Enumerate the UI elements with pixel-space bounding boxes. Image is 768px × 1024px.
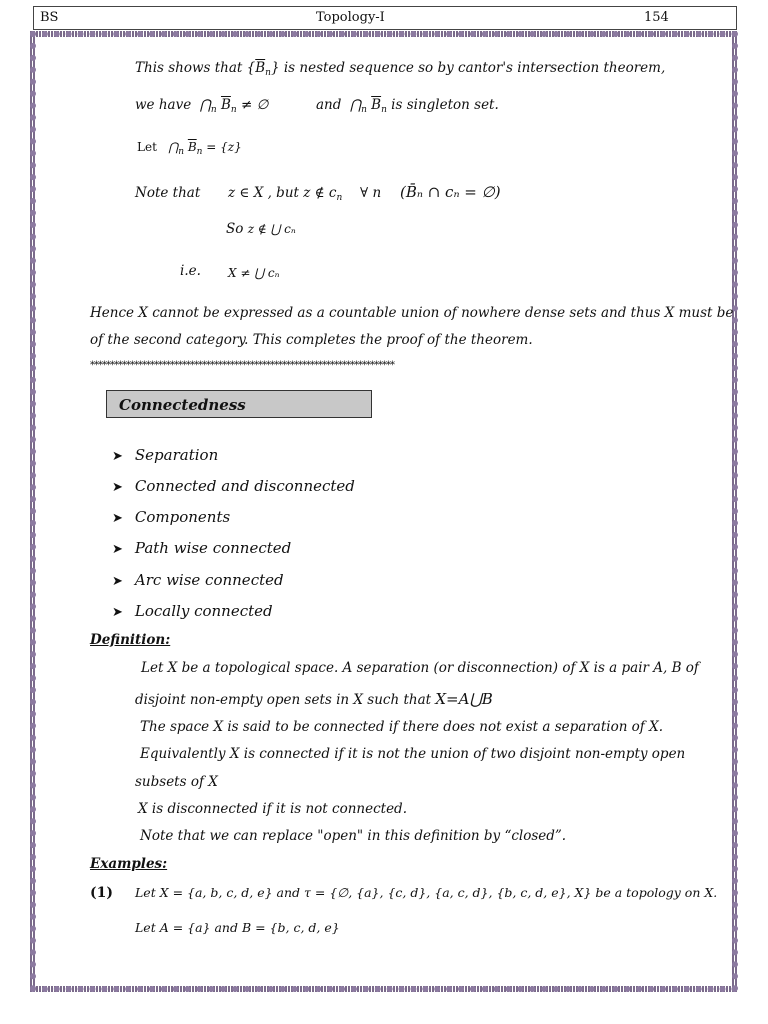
text: is singleton set. xyxy=(391,97,499,113)
example-1-line-2: Let A = {a} and B = {b, c, d, e} xyxy=(135,920,340,935)
formula: z ∈ X , but z ∉ c xyxy=(228,185,337,201)
formula: z ∉ ⋃ cₙ xyxy=(247,222,296,236)
conclusion-line-1: Hence X cannot be expressed as a countable union of nowhere dense sets and thus X must be xyxy=(90,305,734,321)
topic-label: Arc wise connected xyxy=(134,571,284,589)
proof-line-2 xyxy=(135,97,268,115)
proof-line-4 xyxy=(135,185,200,201)
proof-line-2b xyxy=(316,97,499,115)
definition-p6: X is disconnected if it is not connected. xyxy=(138,801,407,817)
topic-item xyxy=(112,539,291,557)
topic-item xyxy=(112,477,355,495)
proof-line-5 xyxy=(226,221,296,237)
union-formula: X ≠ ⋃ cₙ xyxy=(228,266,280,280)
intersection-formula: $⋂_n$ $\overline{B}_n$ xyxy=(195,97,237,115)
text: disjoint non-empty open sets in X such that xyxy=(135,692,432,708)
text: we have xyxy=(135,97,192,113)
separation-formula: X=A⋃B xyxy=(435,690,493,708)
arrow-bullet-icon: ➤ xyxy=(112,605,123,620)
page-header xyxy=(33,6,737,30)
text: So xyxy=(226,221,244,237)
page-number: 154 xyxy=(644,10,669,25)
proof-line-6 xyxy=(180,263,201,279)
topic-label: Connected and disconnected xyxy=(134,477,355,495)
separator-stars: **************************************************************************** xyxy=(90,360,394,371)
text: Let xyxy=(137,140,157,154)
text: is nested sequence so by cantor's intersection theorem, xyxy=(283,60,666,76)
header-title: Topology-I xyxy=(316,10,385,25)
topic-label: Path wise connected xyxy=(134,539,292,557)
intersection-formula-3: $⋂_n$ $\overline{B}_n$ xyxy=(160,140,203,157)
for-all: ∀ n xyxy=(360,185,382,201)
text: This shows that xyxy=(135,60,243,76)
arrow-bullet-icon: ➤ xyxy=(112,449,123,464)
definition-p5: subsets of X xyxy=(135,774,218,790)
definition-p4: Equivalently X is connected if it is not the union of two disjoint non-empty open xyxy=(140,746,686,762)
topic-label: Components xyxy=(134,508,231,526)
intersection-formula-2: $⋂_n$ $\overline{B}_n$ xyxy=(345,97,387,115)
arrow-bullet-icon: ➤ xyxy=(112,511,123,526)
proof-line-3 xyxy=(137,140,242,157)
arrow-bullet-icon: ➤ xyxy=(112,542,123,557)
examples-label: Examples: xyxy=(90,856,168,872)
definition-p3: The space X is said to be connected if there does not exist a separation of X. xyxy=(140,719,663,735)
example-1-line-1: Let X = {a, b, c, d, e} and τ = {∅, {a}, {c, d}, {a, c, d}, {b, c, d, e}, X} be a topology on X. xyxy=(135,885,718,900)
header-left: BS xyxy=(40,10,59,25)
topic-item xyxy=(112,508,230,526)
conclusion-line-2: of the second category. This completes the proof of the theorem. xyxy=(90,332,533,348)
text: i.e. xyxy=(180,263,201,279)
section-title: Connectedness xyxy=(119,396,246,414)
example-number: (1) xyxy=(90,885,113,901)
text: Note that xyxy=(135,185,201,201)
text: and xyxy=(316,97,342,113)
topic-label: Separation xyxy=(134,446,219,464)
topic-item xyxy=(112,602,273,620)
topic-item xyxy=(112,571,284,589)
definition-p2 xyxy=(135,690,493,708)
proof-line-1 xyxy=(135,60,665,78)
section-heading-box xyxy=(106,390,372,418)
nested-sequence-formula: $\{\overline{B}_n\}$ xyxy=(246,60,284,78)
definition-label: Definition: xyxy=(90,632,171,648)
arrow-bullet-icon: ➤ xyxy=(112,480,123,495)
topic-label: Locally connected xyxy=(134,602,273,620)
disjoint-formula: (B̄ₙ ∩ cₙ = ∅) xyxy=(400,183,501,201)
definition-p7: Note that we can replace "open" in this definition by “closed”. xyxy=(140,828,567,844)
formula: = {z} xyxy=(206,140,242,154)
formula: ≠ ∅ xyxy=(240,97,269,113)
arrow-bullet-icon: ➤ xyxy=(112,574,123,589)
definition-p1: Let X be a topological space. A separation (or disconnection) of X is a pair A, B of xyxy=(141,660,699,676)
proof-line-4-formula: z ∈ X , but z ∉ $c_n$ xyxy=(228,185,343,203)
topic-item xyxy=(112,446,218,464)
